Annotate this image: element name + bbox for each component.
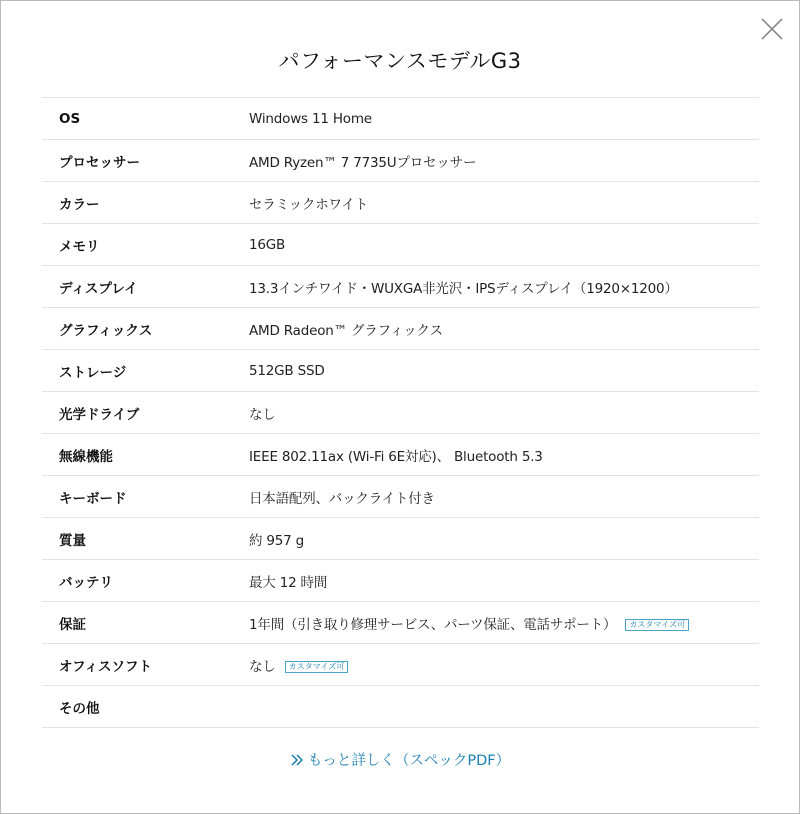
spec-label: カラー — [42, 182, 249, 224]
spec-pdf-link[interactable] — [1, 749, 799, 771]
spec-row — [42, 602, 759, 644]
spec-value: 1年間（引き取り修理サービス、パーツ保証、電話サポート） — [249, 616, 617, 633]
spec-label: キーボード — [42, 476, 249, 518]
spec-value: なし — [249, 406, 276, 423]
spec-pdf-link-label: もっと詳しく（スペックPDF） — [307, 753, 511, 769]
spec-value: 512GB SSD — [249, 362, 325, 379]
spec-row — [42, 224, 759, 266]
spec-row — [42, 350, 759, 392]
spec-value: 最大 12 時間 — [249, 574, 328, 591]
spec-row — [42, 98, 759, 140]
spec-row — [42, 476, 759, 518]
spec-row — [42, 560, 759, 602]
customizable-badge: カスタマイズ可 — [285, 661, 349, 673]
spec-row — [42, 644, 759, 686]
spec-value: 約 957 g — [249, 532, 305, 549]
spec-row — [42, 308, 759, 350]
spec-label: 保証 — [42, 602, 249, 644]
close-icon[interactable] — [759, 16, 785, 42]
spec-label: グラフィックス — [42, 308, 249, 350]
spec-value-cell — [249, 602, 759, 644]
spec-label: OS — [42, 98, 249, 140]
spec-label: 無線機能 — [42, 434, 249, 476]
spec-label: 質量 — [42, 518, 249, 560]
double-chevron-right-icon — [290, 753, 304, 771]
spec-value: 16GB — [249, 236, 286, 253]
spec-value: 13.3インチワイド・WUXGA非光沢・IPSディスプレイ（1920×1200） — [249, 280, 678, 297]
spec-row — [42, 392, 759, 434]
spec-value: Windows 11 Home — [249, 110, 372, 127]
spec-row — [42, 518, 759, 560]
spec-value-cell — [249, 98, 759, 140]
spec-row — [42, 434, 759, 476]
spec-label: オフィスソフト — [42, 644, 249, 686]
spec-label: プロセッサー — [42, 140, 249, 182]
spec-value-cell — [249, 686, 759, 728]
spec-value-cell — [249, 266, 759, 308]
spec-value-cell — [249, 308, 759, 350]
spec-label: ディスプレイ — [42, 266, 249, 308]
spec-row — [42, 182, 759, 224]
spec-value-cell — [249, 224, 759, 266]
spec-row — [42, 266, 759, 308]
spec-label: バッテリ — [42, 560, 249, 602]
spec-label: その他 — [42, 686, 249, 728]
spec-value-cell — [249, 560, 759, 602]
spec-value-cell — [249, 434, 759, 476]
spec-value: 日本語配列、バックライト付き — [249, 490, 435, 507]
spec-value-cell — [249, 140, 759, 182]
modal-title: パフォーマンスモデルG3 — [278, 49, 522, 73]
spec-row — [42, 686, 759, 728]
spec-label: ストレージ — [42, 350, 249, 392]
spec-value: AMD Radeon™ グラフィックス — [249, 322, 443, 339]
spec-value: なし — [249, 658, 276, 675]
spec-value: AMD Ryzen™ 7 7735Uプロセッサー — [249, 154, 477, 171]
spec-value-cell — [249, 182, 759, 224]
spec-value-cell — [249, 392, 759, 434]
spec-value-cell — [249, 644, 759, 686]
spec-row — [42, 140, 759, 182]
spec-table — [42, 97, 759, 728]
customizable-badge: カスタマイズ可 — [625, 619, 689, 631]
spec-label: メモリ — [42, 224, 249, 266]
spec-value-cell — [249, 350, 759, 392]
spec-value-cell — [249, 476, 759, 518]
spec-label: 光学ドライブ — [42, 392, 249, 434]
spec-value: セラミックホワイト — [249, 196, 369, 213]
spec-value-cell — [249, 518, 759, 560]
spec-value: IEEE 802.11ax (Wi-Fi 6E対応)、 Bluetooth 5.3 — [249, 448, 543, 465]
